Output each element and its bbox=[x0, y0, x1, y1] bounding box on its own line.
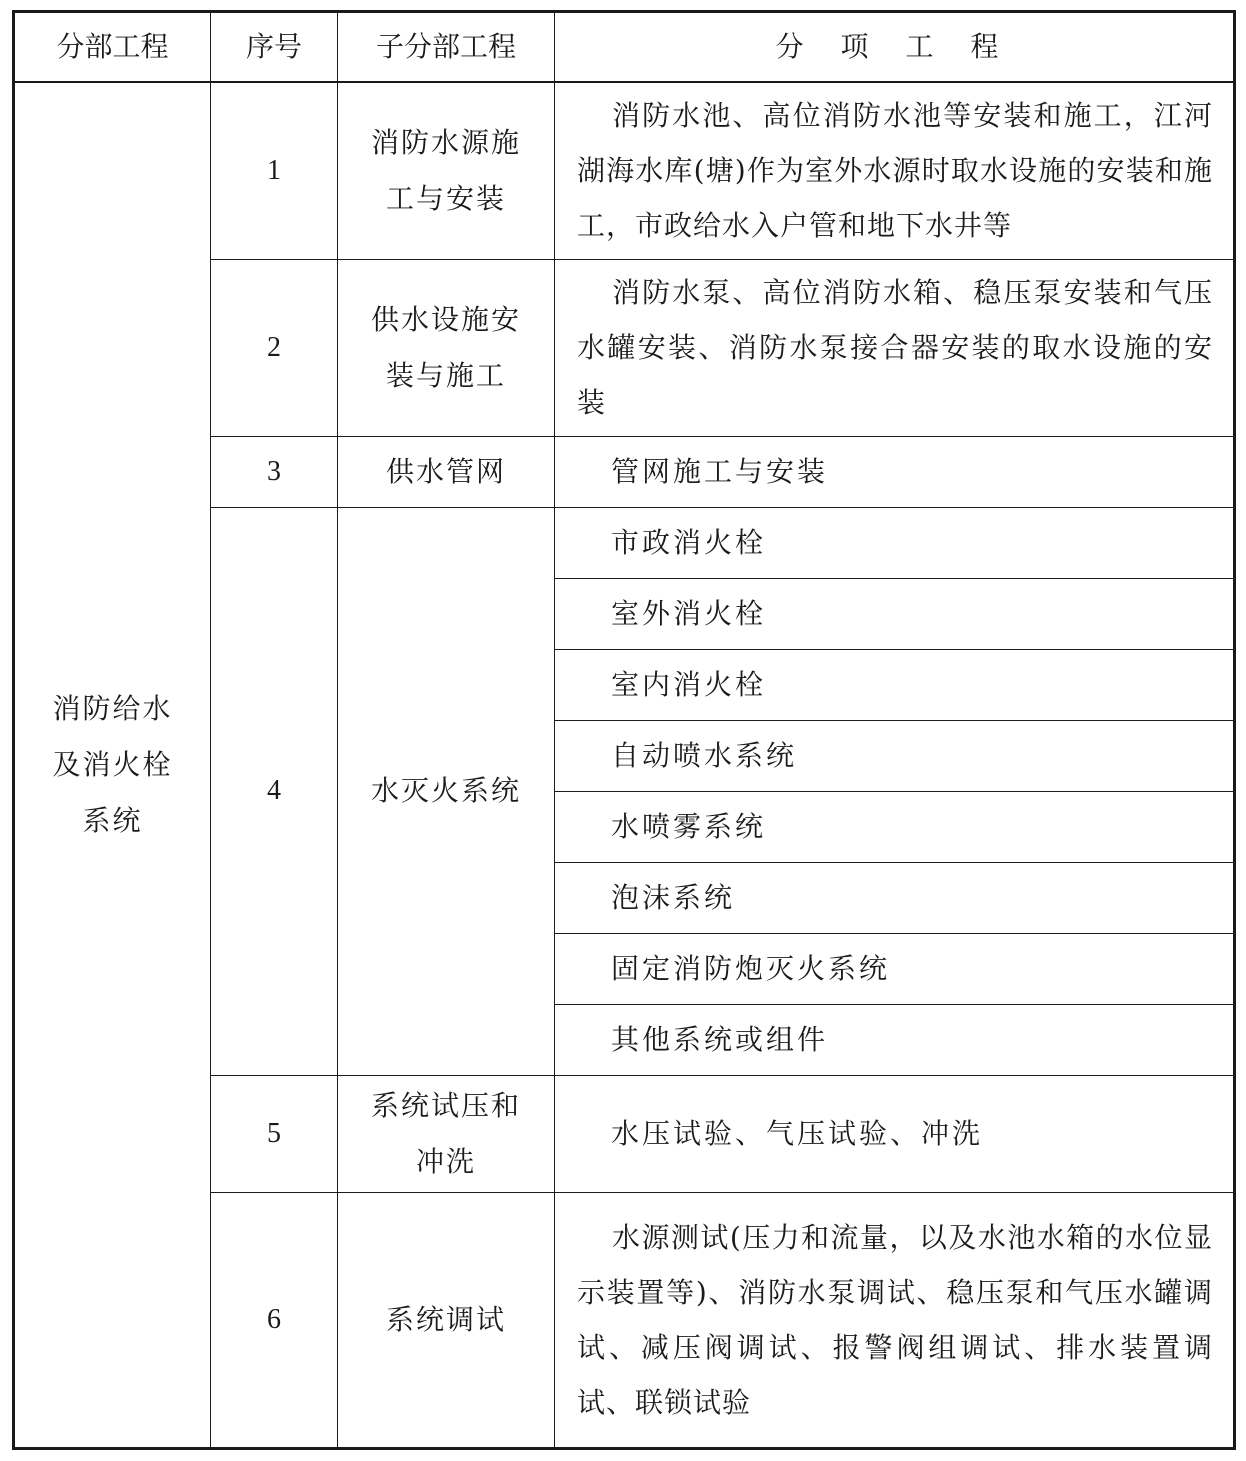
division-name: 消防给水及消火栓系统 bbox=[52, 691, 173, 837]
header-number: 序号 bbox=[211, 12, 338, 83]
header-division: 分部工程 bbox=[14, 12, 211, 83]
item-text: 市政消火栓 bbox=[611, 525, 767, 559]
item-text: 室内消火栓 bbox=[611, 667, 767, 701]
engineering-division-table bbox=[12, 10, 1236, 1450]
number-cell: 1 bbox=[211, 82, 338, 259]
item-cell bbox=[555, 862, 1235, 933]
item-cell bbox=[555, 507, 1235, 578]
item-text: 自动喷水系统 bbox=[611, 738, 798, 772]
subdivision-cell bbox=[338, 1075, 555, 1192]
subdivision-name: 系统调试 bbox=[385, 1302, 506, 1336]
item-cell bbox=[555, 720, 1235, 791]
item-cell bbox=[555, 578, 1235, 649]
item-cell bbox=[555, 933, 1235, 1004]
number-cell: 5 bbox=[211, 1075, 338, 1192]
item-text: 室外消火栓 bbox=[611, 596, 767, 630]
item-cell bbox=[555, 1075, 1235, 1192]
item-text: 其他系统或组件 bbox=[611, 1022, 829, 1056]
table-row bbox=[14, 82, 1235, 259]
item-text: 泡沫系统 bbox=[611, 880, 736, 914]
header-subdivision: 子分部工程 bbox=[338, 12, 555, 83]
subdivision-name: 供水设施安装与施工 bbox=[370, 302, 521, 392]
item-text: 水喷雾系统 bbox=[611, 809, 767, 843]
table-header-row bbox=[14, 12, 1235, 83]
number-cell: 4 bbox=[211, 507, 338, 1075]
subdivision-name: 消防水源施工与安装 bbox=[370, 125, 521, 215]
header-items: 分 项 工 程 bbox=[555, 12, 1235, 83]
subdivision-cell bbox=[338, 259, 555, 436]
item-cell: 消防水池、高位消防水池等安装和施工，江河湖海水库(塘)作为室外水源时取水设施的安装和施工，市政给水入户管和地下水井等 bbox=[555, 82, 1235, 259]
item-text: 管网施工与安装 bbox=[611, 454, 829, 488]
number-cell: 6 bbox=[211, 1192, 338, 1448]
item-cell: 消防水泵、高位消防水箱、稳压泵安装和气压水罐安装、消防水泵接合器安装的取水设施的安装 bbox=[555, 259, 1235, 436]
subdivision-cell bbox=[338, 507, 555, 1075]
subdivision-cell bbox=[338, 436, 555, 507]
item-cell bbox=[555, 791, 1235, 862]
subdivision-cell bbox=[338, 1192, 555, 1448]
subdivision-cell bbox=[338, 82, 555, 259]
subdivision-name: 系统试压和冲洗 bbox=[370, 1088, 521, 1178]
item-text: 固定消防炮灭火系统 bbox=[611, 951, 891, 985]
item-cell bbox=[555, 436, 1235, 507]
number-cell: 3 bbox=[211, 436, 338, 507]
number-cell: 2 bbox=[211, 259, 338, 436]
subdivision-name: 供水管网 bbox=[385, 454, 506, 488]
item-cell bbox=[555, 649, 1235, 720]
subdivision-name: 水灭火系统 bbox=[370, 774, 521, 807]
item-cell: 水源测试(压力和流量，以及水池水箱的水位显示装置等)、消防水泵调试、稳压泵和气压水罐调试、减压阀调试、报警阀组调试、排水装置调试、联锁试验 bbox=[555, 1192, 1235, 1448]
item-text: 水压试验、气压试验、冲洗 bbox=[611, 1116, 984, 1150]
division-cell bbox=[14, 82, 211, 1448]
item-cell bbox=[555, 1004, 1235, 1075]
